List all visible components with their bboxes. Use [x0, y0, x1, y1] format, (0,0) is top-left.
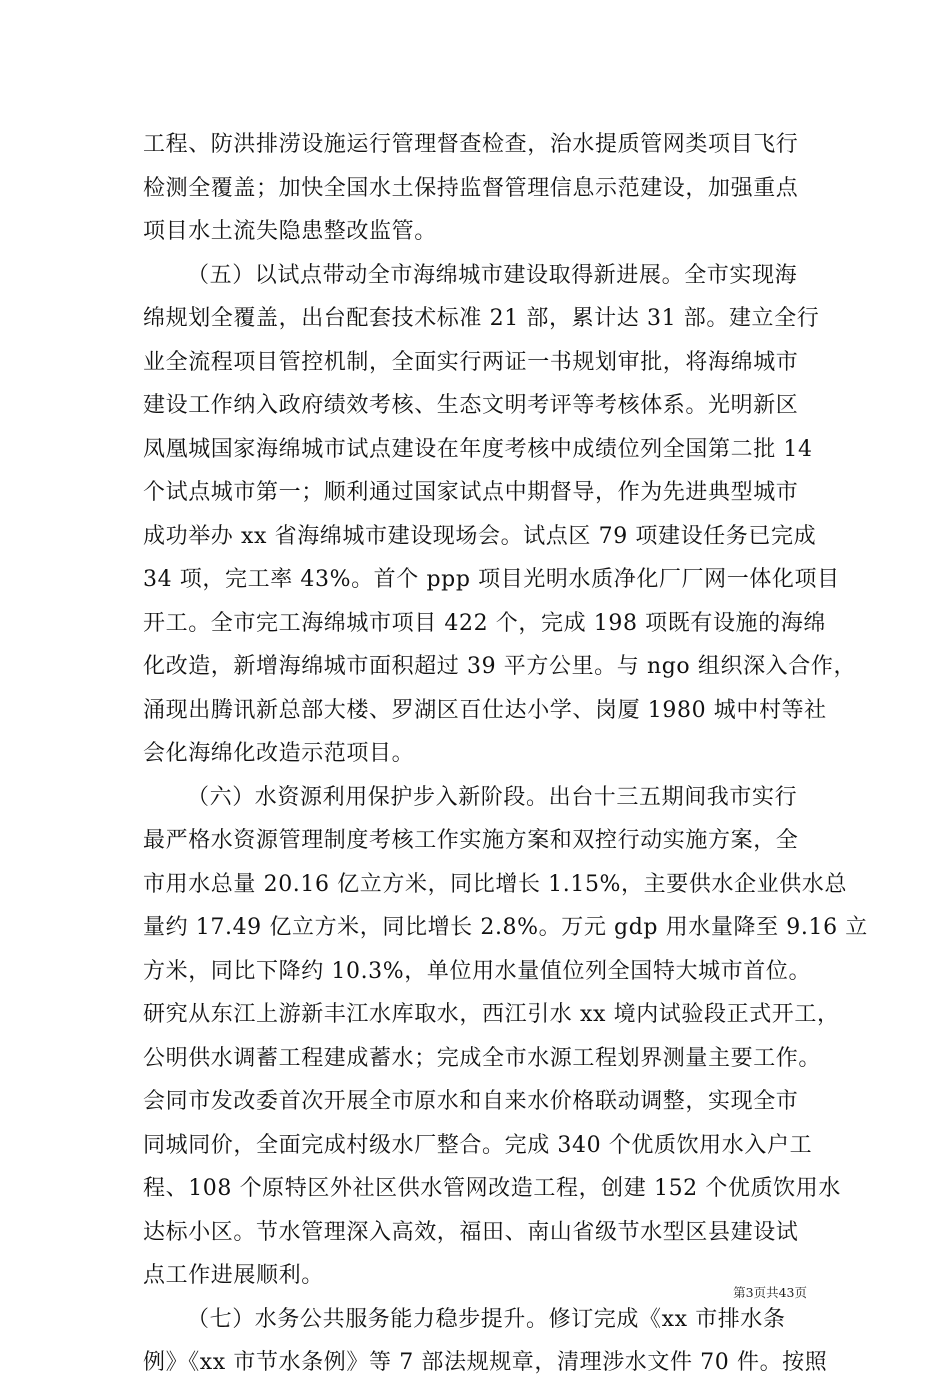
footer-suffix: 页 [794, 1285, 807, 1300]
text-line: （七）水务公共服务能力稳步提升。修订完成《xx 市排水条 [187, 1306, 786, 1332]
footer-total-pages: 43 [778, 1285, 795, 1300]
text-line: 同城同价，全面完成村级水厂整合。完成 340 个优质饮用水入户工 [143, 1132, 813, 1158]
text-line: 达标小区。节水管理深入高效，福田、南山省级节水型区县建设试 [143, 1219, 799, 1245]
text-line: 例》《xx 市节水条例》等 7 部法规规章，清理涉水文件 70 件。按照 [143, 1350, 828, 1375]
text-line: 会同市发改委首次开展全市原水和自来水价格联动调整，实现全市 [143, 1089, 799, 1114]
text-line: 检测全覆盖；加快全国水土保持监督管理信息示范建设，加强重点 [143, 175, 799, 201]
paragraph [143, 123, 813, 254]
text-line: 涌现出腾讯新总部大楼、罗湖区百仕达小学、岗厦 1980 城中村等社 [143, 697, 827, 723]
text-line: 化改造，新增海绵城市面积超过 39 平方公里。与 ngo 组织深入合作， [143, 654, 857, 679]
text-line: 工程、防洪排涝设施运行管理督查检查，治水提质管网类项目飞行 [143, 132, 799, 157]
text-line: 绵规划全覆盖，出台配套技术标准 21 部，累计达 31 部。建立全行 [143, 306, 820, 331]
text-line: 市用水总量 20.16 亿立方米，同比增长 1.15%，主要供水企业供水总 [143, 871, 848, 897]
footer-prefix: 第 [733, 1285, 746, 1300]
text-line: 会化海绵化改造示范项目。 [143, 741, 415, 766]
text-line: 建设工作纳入政府绩效考核、生态文明考评等考核体系。光明新区 [143, 393, 799, 418]
text-line: 公明供水调蓄工程建成蓄水；完成全市水源工程划界测量主要工作。 [143, 1045, 822, 1071]
text-line: 凤凰城国家海绵城市试点建设在年度考核中成绩位列全国第二批 14 [143, 436, 813, 462]
text-line: 点工作进展顺利。 [143, 1263, 324, 1288]
paragraph [143, 776, 868, 1298]
footer-middle: 页共 [753, 1285, 779, 1300]
text-line: 程、108 个原特区外社区供水管网改造工程，创建 152 个优质饮用水 [143, 1176, 841, 1201]
page-footer [733, 1283, 807, 1301]
text-line: 34 项，完工率 43%。首个 ppp 项目光明水质净化厂厂网一体化项目 [143, 567, 840, 592]
text-line: 个试点城市第一；顺利通过国家试点中期督导，作为先进典型城市 [143, 480, 799, 505]
text-line: 研究从东江上游新丰江水库取水，西江引水 xx 境内试验段正式开工， [143, 1002, 840, 1027]
text-line: （五）以试点带动全市海绵城市建设取得新进展。全市实现海 [187, 262, 798, 288]
paragraph [143, 1298, 828, 1385]
text-line: 量约 17.49 亿立方米，同比增长 2.8%。万元 gdp 用水量降至 9.16 立 [143, 915, 868, 940]
text-line: （六）水资源利用保护步入新阶段。出台十三五期间我市实行 [187, 784, 798, 810]
text-line: 开工。全市完工海绵城市项目 422 个，完成 198 项既有设施的海绵 [143, 610, 826, 636]
document-body [143, 123, 868, 1385]
text-line: 项目水土流失隐患整改监管。 [143, 219, 437, 244]
text-line: 最严格水资源管理制度考核工作实施方案和双控行动实施方案，全 [143, 828, 799, 853]
text-line: 成功举办 xx 省海绵城市建设现场会。试点区 79 项建设任务已完成 [143, 523, 817, 549]
footer-current-page: 3 [745, 1285, 754, 1300]
paragraph [143, 254, 857, 776]
text-line: 方米，同比下降约 10.3%，单位用水量值位列全国特大城市首位。 [143, 958, 812, 984]
text-line: 业全流程项目管控机制，全面实行两证一书规划审批，将海绵城市 [143, 349, 799, 375]
